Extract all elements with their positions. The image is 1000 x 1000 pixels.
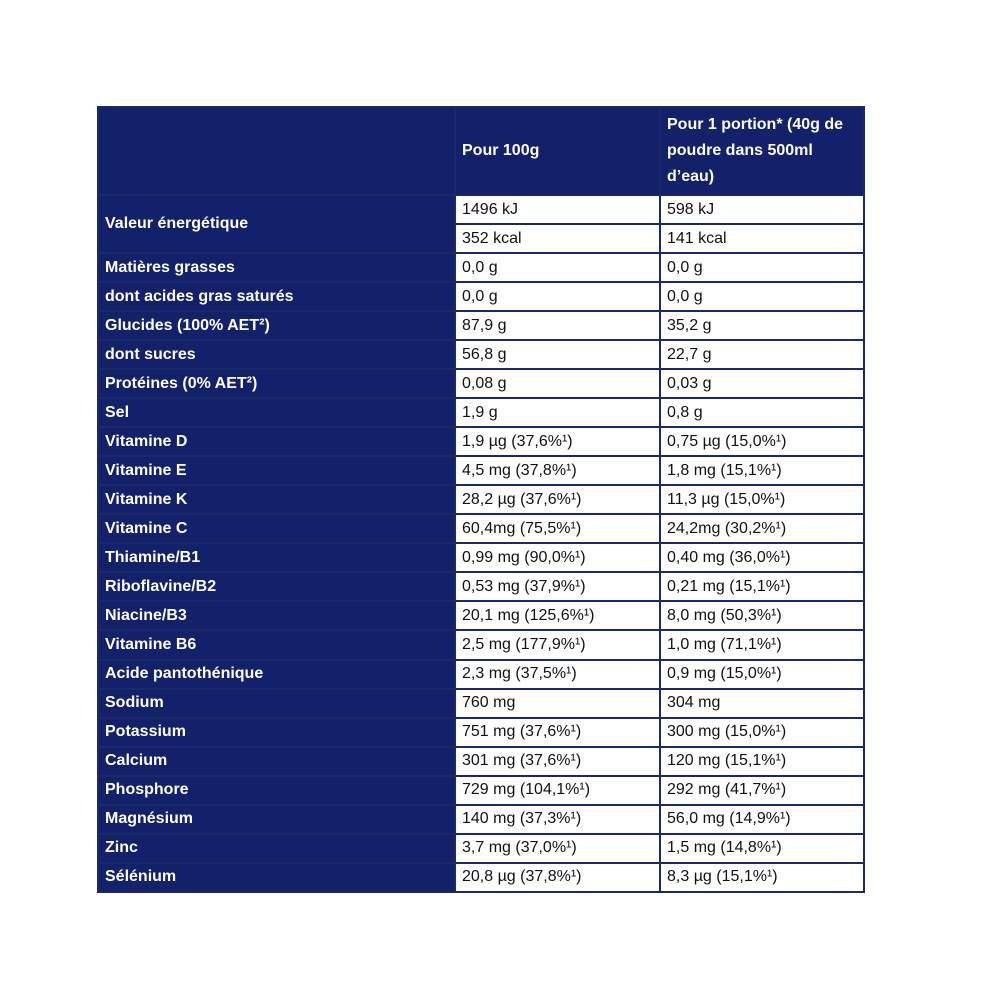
cell-per-portion: 24,2mg (30,2%¹)	[660, 514, 864, 543]
table-row	[98, 253, 864, 282]
row-label-energy: Valeur énergétique	[98, 195, 455, 253]
cell-energy-kcal-100g: 352 kcal	[455, 224, 660, 253]
cell-per-portion: 8,3 µg (15,1%¹)	[660, 863, 864, 892]
table-row	[98, 514, 864, 543]
row-label: Vitamine B6	[98, 630, 455, 659]
table-row	[98, 369, 864, 398]
cell-per-100g: 729 mg (104,1%¹)	[455, 776, 660, 805]
header-row	[98, 107, 864, 195]
cell-per-portion: 0,03 g	[660, 369, 864, 398]
header-per-100g: Pour 100g	[455, 107, 660, 195]
cell-per-portion: 292 mg (41,7%¹)	[660, 776, 864, 805]
row-label: Sel	[98, 398, 455, 427]
cell-energy-kj-100g: 1496 kJ	[455, 195, 660, 224]
row-label: Acide pantothénique	[98, 660, 455, 689]
table-row	[98, 282, 864, 311]
header-per-portion: Pour 1 portion* (40g de poudre dans 500ml d’eau)	[660, 107, 864, 195]
table-row	[98, 485, 864, 514]
row-label: Magnésium	[98, 805, 455, 834]
cell-energy-kj-portion: 598 kJ	[660, 195, 864, 224]
cell-per-100g: 20,8 µg (37,8%¹)	[455, 863, 660, 892]
cell-per-portion: 120 mg (15,1%¹)	[660, 747, 864, 776]
row-label: Potassium	[98, 718, 455, 747]
table-row	[98, 805, 864, 834]
row-label: Phosphore	[98, 776, 455, 805]
table-row	[98, 630, 864, 659]
table-header	[98, 107, 864, 195]
row-label: Vitamine K	[98, 485, 455, 514]
row-label: Sélénium	[98, 863, 455, 892]
row-label: Niacine/B3	[98, 601, 455, 630]
row-label: Glucides (100% AET²)	[98, 311, 455, 340]
row-label: Matières grasses	[98, 253, 455, 282]
cell-per-portion: 0,40 mg (36,0%¹)	[660, 543, 864, 572]
cell-per-100g: 0,99 mg (90,0%¹)	[455, 543, 660, 572]
cell-per-100g: 140 mg (37,3%¹)	[455, 805, 660, 834]
cell-per-100g: 56,8 g	[455, 340, 660, 369]
cell-per-100g: 1,9 g	[455, 398, 660, 427]
cell-per-portion: 11,3 µg (15,0%¹)	[660, 485, 864, 514]
cell-per-100g: 87,9 g	[455, 311, 660, 340]
cell-per-100g: 60,4mg (75,5%¹)	[455, 514, 660, 543]
table-body	[98, 195, 864, 892]
cell-per-100g: 3,7 mg (37,0%¹)	[455, 834, 660, 863]
table-row	[98, 398, 864, 427]
cell-energy-kcal-portion: 141 kcal	[660, 224, 864, 253]
cell-per-100g: 4,5 mg (37,8%¹)	[455, 456, 660, 485]
cell-per-portion: 0,8 g	[660, 398, 864, 427]
table-row	[98, 456, 864, 485]
row-label: Thiamine/B1	[98, 543, 455, 572]
cell-per-100g: 0,0 g	[455, 282, 660, 311]
row-label: Zinc	[98, 834, 455, 863]
cell-per-portion: 0,0 g	[660, 253, 864, 282]
cell-per-100g: 0,08 g	[455, 369, 660, 398]
row-label: Vitamine D	[98, 427, 455, 456]
cell-per-portion: 1,8 mg (15,1%¹)	[660, 456, 864, 485]
table-row	[98, 689, 864, 718]
cell-per-portion: 22,7 g	[660, 340, 864, 369]
row-label: dont acides gras saturés	[98, 282, 455, 311]
row-label: Riboflavine/B2	[98, 572, 455, 601]
cell-per-100g: 20,1 mg (125,6%¹)	[455, 601, 660, 630]
cell-per-100g: 0,53 mg (37,9%¹)	[455, 572, 660, 601]
cell-per-100g: 1,9 µg (37,6%¹)	[455, 427, 660, 456]
table-row	[98, 863, 864, 892]
table-row	[98, 747, 864, 776]
row-label: Vitamine E	[98, 456, 455, 485]
cell-per-100g: 2,5 mg (177,9%¹)	[455, 630, 660, 659]
row-label: dont sucres	[98, 340, 455, 369]
cell-per-portion: 0,21 mg (15,1%¹)	[660, 572, 864, 601]
cell-per-portion: 56,0 mg (14,9%¹)	[660, 805, 864, 834]
table-row	[98, 427, 864, 456]
table-row	[98, 572, 864, 601]
table-row	[98, 311, 864, 340]
row-label: Protéines (0% AET²)	[98, 369, 455, 398]
table-row-energy-kj	[98, 195, 864, 224]
cell-per-portion: 0,75 µg (15,0%¹)	[660, 427, 864, 456]
cell-per-100g: 301 mg (37,6%¹)	[455, 747, 660, 776]
cell-per-portion: 35,2 g	[660, 311, 864, 340]
row-label: Sodium	[98, 689, 455, 718]
cell-per-portion: 0,0 g	[660, 282, 864, 311]
table-row	[98, 718, 864, 747]
cell-per-100g: 751 mg (37,6%¹)	[455, 718, 660, 747]
table-row	[98, 834, 864, 863]
cell-per-100g: 2,3 mg (37,5%¹)	[455, 660, 660, 689]
table-row	[98, 660, 864, 689]
cell-per-portion: 8,0 mg (50,3%¹)	[660, 601, 864, 630]
table-row	[98, 340, 864, 369]
cell-per-portion: 300 mg (15,0%¹)	[660, 718, 864, 747]
cell-per-100g: 28,2 µg (37,6%¹)	[455, 485, 660, 514]
cell-per-portion: 1,0 mg (71,1%¹)	[660, 630, 864, 659]
table-row	[98, 601, 864, 630]
header-label-cell	[98, 107, 455, 195]
cell-per-portion: 304 mg	[660, 689, 864, 718]
table-row	[98, 776, 864, 805]
row-label: Calcium	[98, 747, 455, 776]
cell-per-portion: 1,5 mg (14,8%¹)	[660, 834, 864, 863]
cell-per-100g: 0,0 g	[455, 253, 660, 282]
table-row	[98, 543, 864, 572]
cell-per-portion: 0,9 mg (15,0%¹)	[660, 660, 864, 689]
nutrition-table	[97, 106, 865, 893]
row-label: Vitamine C	[98, 514, 455, 543]
cell-per-100g: 760 mg	[455, 689, 660, 718]
